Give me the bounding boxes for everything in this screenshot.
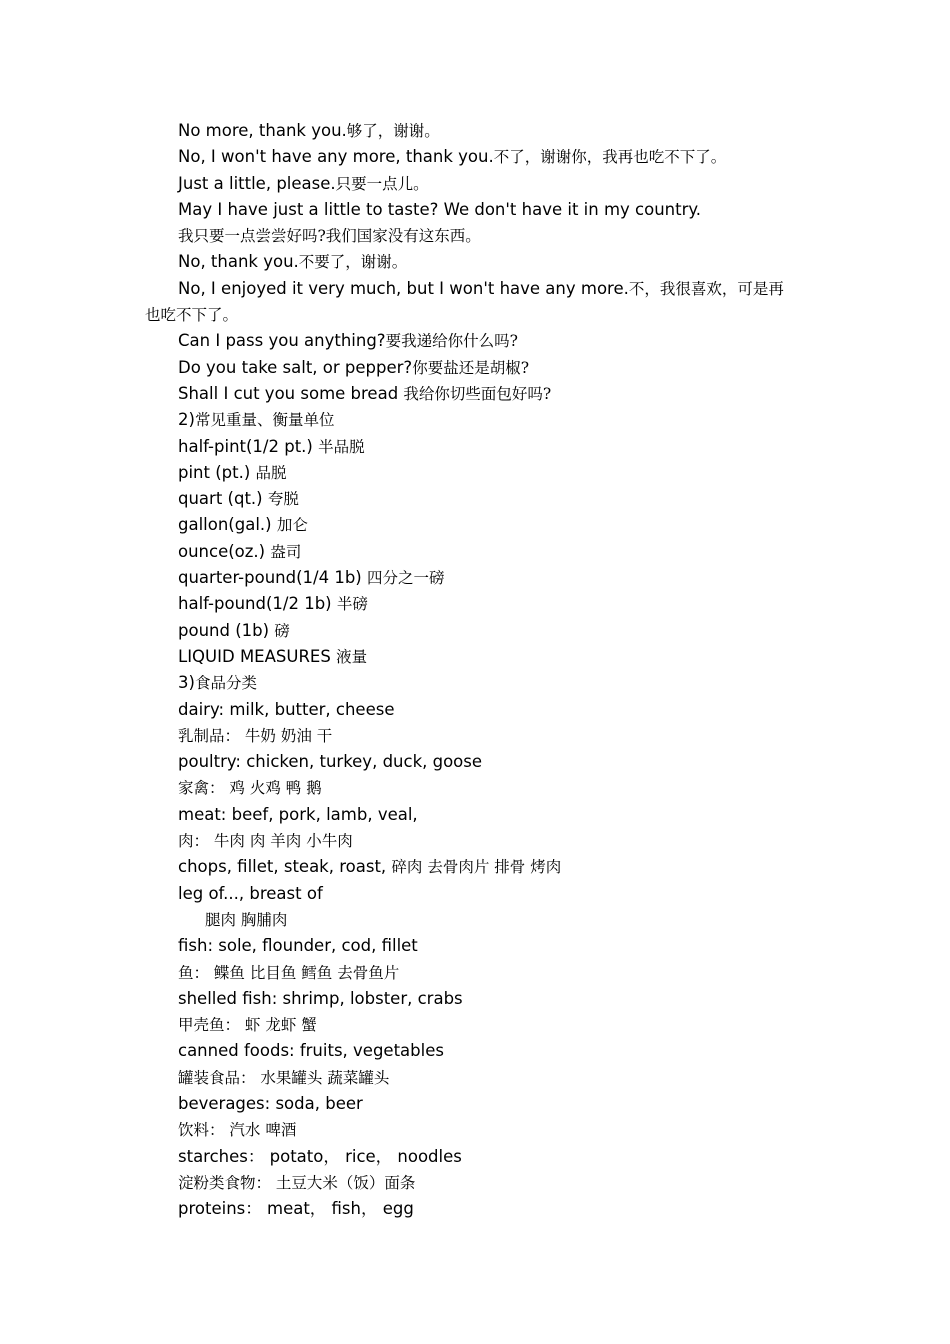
document-page bbox=[0, 118, 950, 1222]
text-line: Just a little, please.只要一点儿。 bbox=[178, 173, 429, 193]
text-line: quart (qt.) 夸脱 bbox=[178, 489, 299, 509]
text-line: 肉： 牛肉 肉 羊肉 小牛肉 bbox=[178, 832, 353, 851]
text-line: gallon(gal.) 加仑 bbox=[178, 515, 308, 535]
text-line: LIQUID MEASURES 液量 bbox=[178, 646, 368, 666]
text-line: 我只要一点尝尝好吗?我们国家没有这东西。 bbox=[178, 227, 481, 246]
text-line: Can I pass you anything?要我递给你什么吗? bbox=[178, 331, 518, 351]
text-line: pound (1b) 磅 bbox=[178, 620, 290, 640]
text-line: half-pound(1/2 1b) 半磅 bbox=[178, 594, 368, 614]
text-line: 淀粉类食物： 土豆大米（饭）面条 bbox=[178, 1173, 416, 1192]
text-line: Do you take salt, or pepper?你要盐还是胡椒? bbox=[178, 357, 530, 377]
text-line: 乳制品： 牛奶 奶油 干 bbox=[178, 726, 333, 745]
text-line: poultry: chicken, turkey, duck, goose bbox=[178, 752, 483, 772]
text-line: 罐装食品： 水果罐头 蔬菜罐头 bbox=[178, 1068, 390, 1087]
text-line: 甲壳鱼： 虾 龙虾 蟹 bbox=[178, 1016, 317, 1035]
text-line: 饮料： 汽水 啤酒 bbox=[178, 1121, 297, 1140]
text-line: beverages: soda, beer bbox=[178, 1093, 363, 1113]
section-heading: 2)常见重量、衡量单位 bbox=[178, 410, 335, 430]
text-line-indented: 腿肉 胸脯肉 bbox=[205, 910, 288, 929]
text-line: Shall I cut you some bread 我给你切些面包好吗? bbox=[178, 383, 552, 403]
text-line: dairy: milk, butter, cheese bbox=[178, 699, 395, 719]
text-line: No, thank you.不要了，谢谢。 bbox=[178, 252, 408, 272]
text-line: No, I won't have any more, thank you.不了，谢谢你，我再也吃不下了。 bbox=[178, 147, 727, 167]
text-line: shelled fish: shrimp, lobster, crabs bbox=[178, 988, 463, 1008]
text-line: proteins： meat， fish， egg bbox=[178, 1199, 414, 1219]
text-line: May I have just a little to taste? We don't have it in my country. bbox=[178, 199, 702, 219]
text-line: meat: beef, pork, lamb, veal, bbox=[178, 804, 418, 824]
text-line: canned foods: fruits, vegetables bbox=[178, 1041, 444, 1061]
section-heading: 3)食品分类 bbox=[178, 673, 257, 693]
text-line: chops, fillet, steak, roast, 碎肉 去骨肉片 排骨 烤肉 bbox=[178, 857, 562, 877]
text-line: leg of..., breast of bbox=[178, 883, 323, 903]
text-line: starches： potato， rice， noodles bbox=[178, 1146, 462, 1166]
text-line: No more, thank you.够了，谢谢。 bbox=[178, 121, 440, 140]
text-line: quarter-pound(1/4 1b) 四分之一磅 bbox=[178, 568, 445, 588]
text-line-continuation: 也吃不下了。 bbox=[145, 306, 239, 325]
text-line: 家禽： 鸡 火鸡 鸭 鹅 bbox=[178, 779, 322, 798]
text-line: No, I enjoyed it very much, but I won't have any more.不，我很喜欢，可是再 bbox=[178, 278, 784, 298]
text-line: ounce(oz.) 盎司 bbox=[178, 541, 302, 561]
text-line: 鱼： 鲽鱼 比目鱼 鳕鱼 去骨鱼片 bbox=[178, 963, 400, 982]
text-line: pint (pt.) 品脱 bbox=[178, 462, 287, 482]
text-line: half-pint(1/2 pt.) 半品脱 bbox=[178, 436, 365, 456]
text-line: fish: sole, flounder, cod, fillet bbox=[178, 936, 418, 956]
